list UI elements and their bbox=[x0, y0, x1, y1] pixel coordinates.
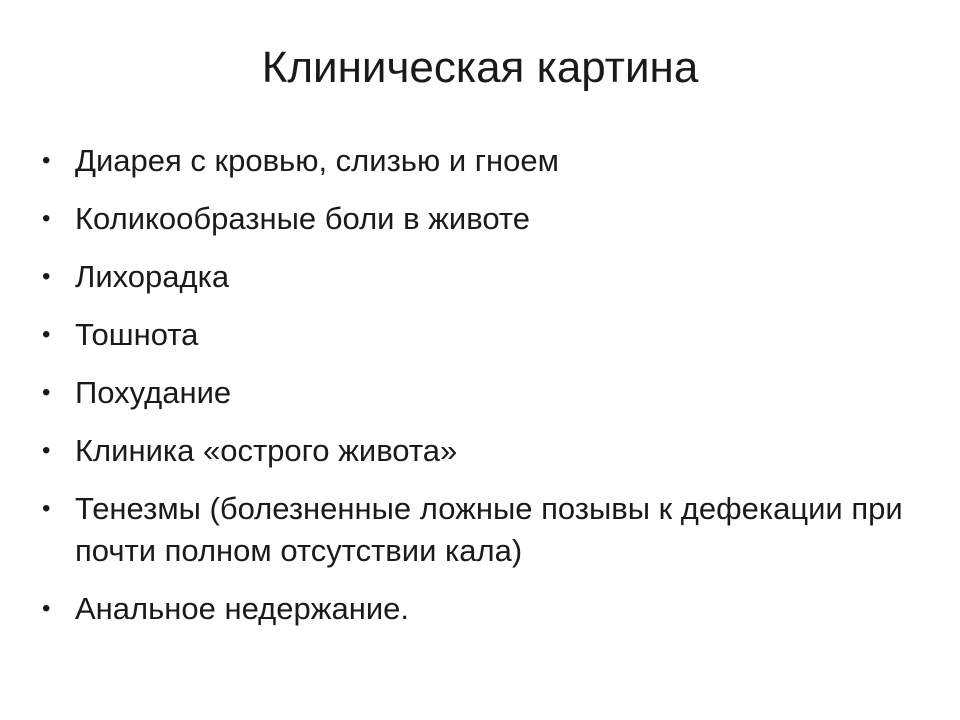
slide-title: Клиническая картина bbox=[261, 43, 699, 92]
bullet-item bbox=[42, 140, 922, 182]
bullet-item bbox=[42, 372, 922, 414]
bullet-text: Коликообразные боли в животе bbox=[75, 201, 531, 236]
bullet-item bbox=[42, 198, 922, 240]
bullet-icon: • bbox=[42, 379, 51, 406]
bullet-item bbox=[42, 588, 922, 630]
bullet-text: Анальное недержание. bbox=[75, 591, 410, 626]
bullet-icon: • bbox=[42, 437, 51, 464]
bullet-icon: • bbox=[42, 495, 51, 522]
bullet-item bbox=[42, 488, 922, 572]
bullet-icon: • bbox=[42, 263, 51, 290]
bullet-text: Диарея с кровью, слизью и гноем bbox=[75, 143, 559, 178]
bullet-icon: • bbox=[42, 147, 51, 174]
bullet-item bbox=[42, 430, 922, 472]
bullet-text: Клиника «острого живота» bbox=[75, 433, 458, 468]
bullet-item bbox=[42, 256, 922, 298]
bullet-icon: • bbox=[42, 205, 51, 232]
bullet-icon: • bbox=[42, 595, 51, 622]
bullet-item bbox=[42, 314, 922, 356]
bullet-text: Похудание bbox=[75, 375, 232, 410]
bullet-text: Лихорадка bbox=[75, 259, 230, 294]
bullet-text: Тошнота bbox=[75, 317, 199, 352]
bullet-icon: • bbox=[42, 321, 51, 348]
bullet-text: Тенезмы (болезненные ложные позывы к дефекации при почти полном отсутствии кала) bbox=[75, 491, 903, 568]
bullet-list bbox=[42, 140, 922, 646]
